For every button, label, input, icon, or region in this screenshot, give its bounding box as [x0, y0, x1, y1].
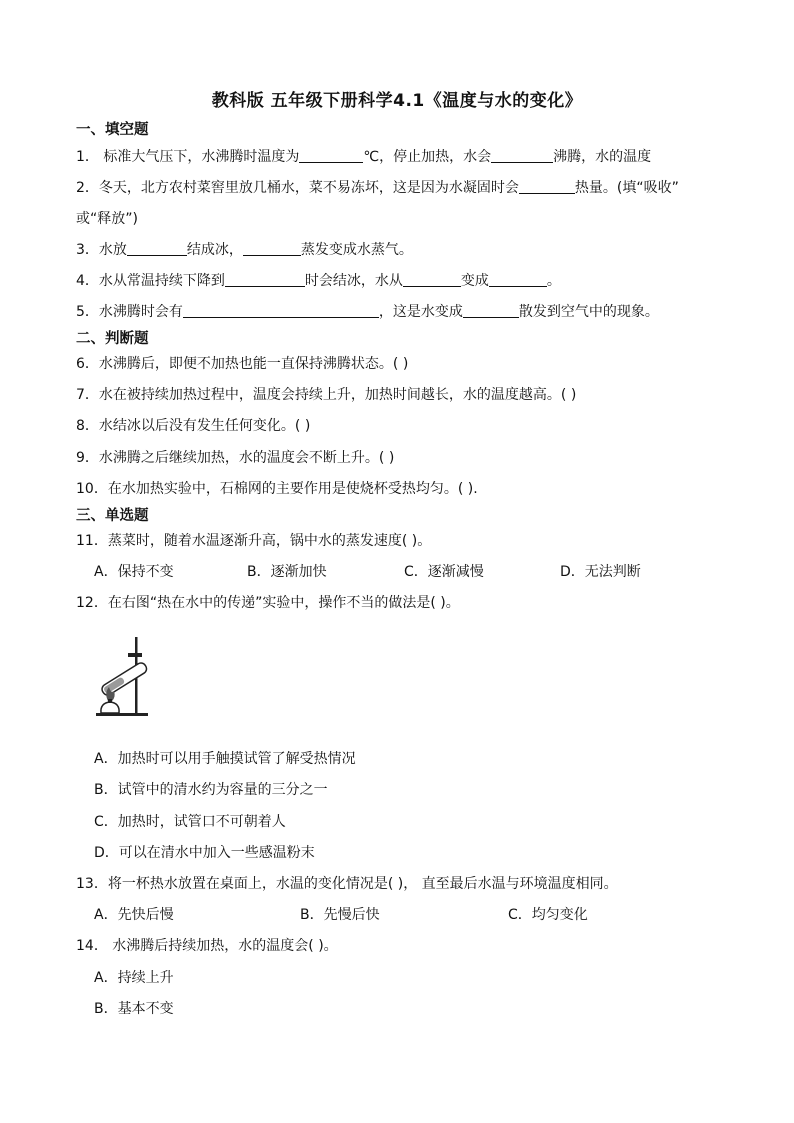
answer-blank[interactable]: [225, 272, 305, 287]
question-1: 1． 标准大气压下，水沸腾时温度为 ℃，停止加热，水会 沸腾，水的温度: [76, 149, 652, 165]
answer-blank[interactable]: [519, 179, 575, 194]
answer-blank[interactable]: [183, 303, 379, 318]
question-12: 12．在右图“热在水中的传递”实验中，操作不当的做法是( )。: [76, 595, 460, 611]
question-2: 2．冬天，北方农村菜窖里放几桶水，菜不易冻坏，这是因为水凝固时会 热量。(填“吸收”: [76, 180, 679, 196]
answer-blank[interactable]: [489, 272, 547, 287]
option-b[interactable]: B．试管中的清水约为容量的三分之一: [94, 782, 328, 798]
question-3: 3．水放 结成冰， 蒸发变成水蒸气。: [76, 242, 413, 258]
option-a[interactable]: A．持续上升: [94, 970, 174, 986]
page-title: 教科版 五年级下册科学4.1《温度与水的变化》: [211, 91, 583, 111]
option-b[interactable]: B．逐渐加快: [247, 564, 327, 580]
answer-blank[interactable]: [243, 241, 301, 256]
option-a[interactable]: A．保持不变: [94, 564, 174, 580]
question-6: 6．水沸腾后，即便不加热也能一直保持沸腾状态。( ): [76, 356, 409, 372]
question-2-continuation: 或“释放”): [76, 211, 138, 227]
option-d[interactable]: D．无法判断: [560, 564, 641, 580]
question-14: 14． 水沸腾后持续加热，水的温度会( )。: [76, 938, 338, 954]
option-b[interactable]: B．先慢后快: [300, 907, 380, 923]
question-11: 11．蒸菜时，随着水温逐渐升高，锅中水的蒸发速度( )。: [76, 533, 432, 549]
section-judge: 二、判断题: [76, 331, 149, 347]
section-single-choice: 三、单选题: [76, 508, 149, 524]
option-c[interactable]: C．加热时，试管口不可朝着人: [94, 814, 286, 830]
section-fill-in: 一、填空题: [76, 122, 149, 138]
question-5: 5．水沸腾时会有 ，这是水变成 散发到空气中的现象。: [76, 304, 659, 320]
option-d[interactable]: D．可以在清水中加入一些感温粉末: [94, 845, 315, 861]
option-c[interactable]: C．均匀变化: [508, 907, 588, 923]
option-b[interactable]: B．基本不变: [94, 1001, 174, 1017]
question-10: 10．在水加热实验中，石棉网的主要作用是使烧杯受热均匀。( ).: [76, 481, 478, 497]
answer-blank[interactable]: [127, 241, 187, 256]
question-13: 13．将一杯热水放置在桌面上，水温的变化情况是( )， 直至最后水温与环境温度相同。: [76, 876, 618, 892]
answer-blank[interactable]: [299, 148, 363, 163]
option-a[interactable]: A．加热时可以用手触摸试管了解受热情况: [94, 751, 356, 767]
option-a[interactable]: A．先快后慢: [94, 907, 174, 923]
question-4: 4．水从常温持续下降到 时会结冰，水从 变成 。: [76, 273, 561, 289]
question-8: 8．水结冰以后没有发生任何变化。( ): [76, 418, 311, 434]
answer-blank[interactable]: [491, 148, 553, 163]
question-7: 7．水在被持续加热过程中，温度会持续上升，加热时间越长，水的温度越高。( ): [76, 387, 577, 403]
question-9: 9．水沸腾之后继续加热，水的温度会不断上升。( ): [76, 450, 395, 466]
answer-blank[interactable]: [463, 303, 519, 318]
answer-blank[interactable]: [403, 272, 461, 287]
test-tube-heating-apparatus-figure: [92, 633, 158, 719]
option-c[interactable]: C．逐渐减慢: [404, 564, 484, 580]
